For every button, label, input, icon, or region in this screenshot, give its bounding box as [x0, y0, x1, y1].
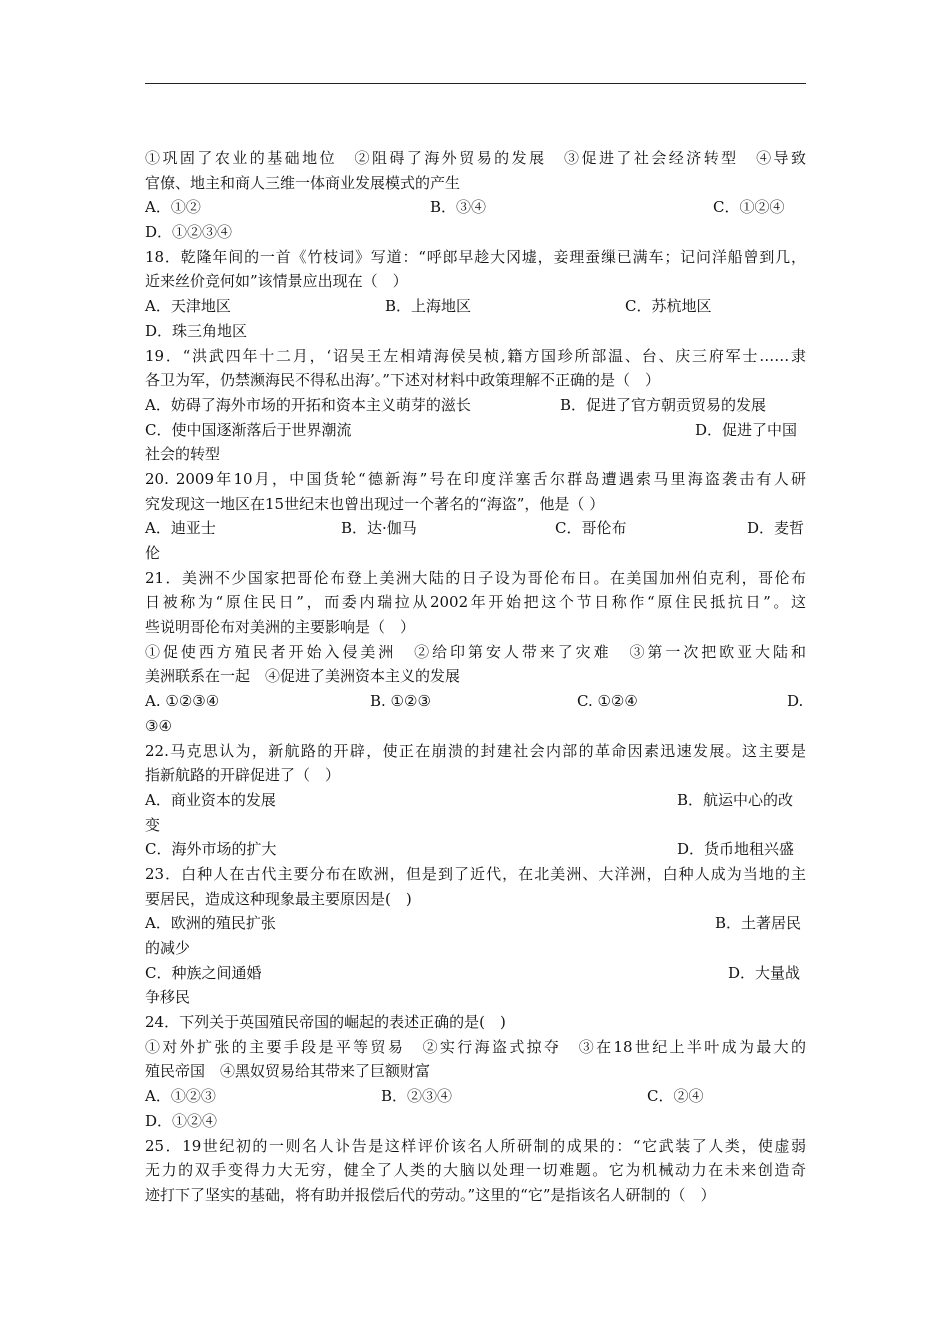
text-line-justified: 21．美洲不少国家把哥伦布登上美洲大陆的日子设为哥伦布日。在美国加州伯克利，哥伦布: [145, 568, 806, 587]
text-line: 伦: [145, 544, 161, 562]
text-line: D．珠三角地区: [145, 321, 248, 340]
text-line: 迹打下了坚实的基础，将有助并报偿后代的劳动。”这里的“它”是指该名人研制的（ ）: [145, 1185, 716, 1204]
text-line-justified: 20. 2009年10月，中国货轮“德新海”号在印度洋塞舌尔群岛遭遇索马里海盗袭击有人研: [145, 469, 806, 488]
text-line-justified: 19．“洪武四年十二月，‘诏吴王左相靖海侯吴桢,籍方国珍所部温、台、庆三府军士……隶: [145, 346, 806, 365]
text-line-justified: ①对外扩张的主要手段是平等贸易 ②实行海盗式掠夺 ③在18世纪上半叶成为最大的: [145, 1037, 806, 1056]
text-line: 争移民: [145, 988, 191, 1007]
option-item: B．上海地区: [385, 297, 472, 316]
option-row: [145, 418, 806, 443]
option-row: [145, 961, 806, 986]
option-item: A. ①②③④: [145, 692, 220, 711]
option-item: A．①②③: [145, 1087, 216, 1106]
option-item: B．促进了官方朝贡贸易的发展: [560, 395, 767, 414]
text-line: 社会的转型: [145, 445, 221, 464]
text-line: 些说明哥伦布对美洲的主要影响是（ ）: [145, 618, 416, 637]
text-line-justified: 日被称为“原住民日”，而委内瑞拉从2002年开始把这个节日称作“原住民抵抗日”。这: [145, 593, 806, 612]
option-row: [145, 1084, 806, 1109]
option-item: D．货币地租兴盛: [677, 840, 795, 859]
text-line: 24．下列关于英国殖民帝国的崛起的表述正确的是( ): [145, 1013, 506, 1032]
option-item: A．商业资本的发展: [145, 790, 276, 809]
text-line-justified: 25．19世纪初的一则名人讣告是这样评价该名人所研制的成果的：“它武装了人类，使虚弱: [145, 1136, 806, 1155]
option-row: [145, 837, 806, 862]
option-item: C．种族之间通婚: [145, 963, 262, 982]
option-item: C．苏杭地区: [625, 297, 712, 316]
option-item: A．妨碍了海外市场的开拓和资本主义萌芽的滋长: [145, 395, 471, 414]
option-item: D．麦哲: [747, 519, 805, 538]
option-item: A．①②: [145, 198, 201, 217]
option-item: A．迪亚士: [145, 519, 216, 538]
option-item: C．使中国逐渐落后于世界潮流: [145, 420, 352, 439]
text-line: 近来丝价竞何如”该情景应出现在（ ）: [145, 272, 408, 291]
text-line: 美洲联系在一起 ④促进了美洲资本主义的发展: [145, 667, 461, 686]
option-item: C．②④: [647, 1087, 704, 1106]
option-row: [145, 195, 806, 220]
option-item: D．大量战: [728, 963, 801, 982]
option-item: C．海外市场的扩大: [145, 840, 277, 859]
text-line-justified: 18．乾隆年间的一首《竹枝词》写道：“呼郎早趁大冈墟，妾理蚕缫已满车；记问洋船曾到几，: [145, 247, 806, 266]
option-row: [145, 516, 806, 541]
option-row: [145, 689, 806, 714]
option-row: [145, 393, 806, 418]
text-line-justified: ①促使西方殖民者开始入侵美洲 ②给印第安人带来了灾难 ③第一次把欧亚大陆和: [145, 642, 806, 661]
text-line: 要居民，造成这种现象最主要原因是( ): [145, 889, 412, 908]
option-item: C．①②④: [713, 198, 785, 217]
text-line: D．①②③④: [145, 223, 233, 242]
option-item: B．土著居民: [715, 914, 802, 933]
text-line: 究发现这一地区在15世纪末也曾出现过一个著名的“海盗”，他是（ ）: [145, 494, 605, 513]
text-line-justified: ①巩固了农业的基础地位 ②阻碍了海外贸易的发展 ③促进了社会经济转型 ④导致: [145, 149, 806, 167]
text-line: 官僚、地主和商人三维一体商业发展模式的产生: [145, 173, 461, 192]
option-item: B．③④: [430, 198, 487, 217]
text-line: 各卫为军，仍禁濒海民不得私出海’。”下述对材料中政策理解不正确的是（ ）: [145, 371, 660, 390]
text-line: 的减少: [145, 939, 191, 957]
option-item: B．②③④: [381, 1087, 453, 1106]
text-line: ③④: [145, 716, 172, 735]
option-item: C. ①②④: [577, 692, 638, 711]
option-item: B．达·伽马: [341, 519, 417, 538]
option-row: [145, 294, 806, 319]
text-line: 殖民帝国 ④黑奴贸易给其带来了巨额财富: [145, 1062, 431, 1081]
option-item: D.: [787, 692, 804, 711]
option-row: [145, 788, 806, 813]
option-item: B．航运中心的改: [677, 790, 794, 809]
exam-page-body: [145, 146, 806, 1208]
text-line: 指新航路的开辟促进了（ ）: [145, 766, 341, 785]
text-line-justified: 22.马克思认为，新航路的开辟，使正在崩溃的封建社会内部的革命因素迅速发展。这主要是: [145, 741, 806, 760]
option-item: C．哥伦布: [555, 519, 627, 538]
option-item: B. ①②③: [370, 692, 431, 711]
text-line-justified: 无力的双手变得力大无穷，健全了人类的大脑以处理一切难题。它为机械动力在未来创造奇: [145, 1161, 806, 1180]
option-item: A．天津地区: [145, 297, 231, 316]
option-item: D．促进了中国: [695, 420, 798, 439]
header-rule: [145, 83, 806, 84]
text-line: 变: [145, 815, 161, 834]
option-item: A．欧洲的殖民扩张: [145, 914, 276, 933]
option-row: [145, 911, 806, 936]
text-line-justified: 23．白种人在古代主要分布在欧洲，但是到了近代，在北美洲、大洋洲，白种人成为当地的主: [145, 864, 806, 883]
text-line: D．①②④: [145, 1111, 218, 1130]
